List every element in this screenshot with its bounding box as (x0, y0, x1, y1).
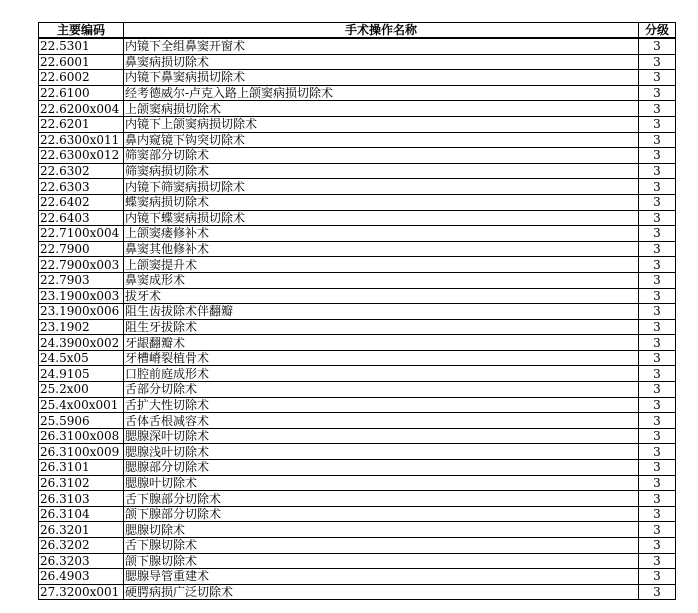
table-row (39, 413, 676, 429)
row-code: 26.3102 (39, 475, 124, 491)
row-grade: 3 (639, 413, 676, 429)
table-row (39, 382, 676, 398)
row-grade: 3 (639, 210, 676, 226)
row-grade: 3 (639, 132, 676, 148)
row-procedure-name: 阻生牙拔除术 (124, 319, 639, 335)
row-procedure-name: 上颌窦瘘修补术 (124, 226, 639, 242)
row-code: 25.5906 (39, 413, 124, 429)
row-procedure-name: 颌下腺切除术 (124, 553, 639, 569)
row-grade: 3 (639, 241, 676, 257)
row-grade: 3 (639, 350, 676, 366)
table-row (39, 366, 676, 382)
row-code: 22.7900x003 (39, 257, 124, 273)
table-row (39, 428, 676, 444)
row-procedure-name: 腮腺切除术 (124, 522, 639, 538)
row-grade: 3 (639, 85, 676, 101)
table-row (39, 210, 676, 226)
row-procedure-name: 舌体舌根减容术 (124, 413, 639, 429)
row-code: 22.6001 (39, 54, 124, 70)
row-grade: 3 (639, 382, 676, 398)
table-row (39, 179, 676, 195)
row-grade: 3 (639, 54, 676, 70)
table-row (39, 38, 676, 54)
row-grade: 3 (639, 163, 676, 179)
row-grade: 3 (639, 506, 676, 522)
row-grade: 3 (639, 428, 676, 444)
row-grade: 3 (639, 335, 676, 351)
table-row (39, 460, 676, 476)
table-row (39, 319, 676, 335)
row-code: 22.5301 (39, 38, 124, 54)
row-code: 22.7900 (39, 241, 124, 257)
row-procedure-name: 腮腺叶切除术 (124, 475, 639, 491)
row-code: 26.3203 (39, 553, 124, 569)
row-procedure-name: 内镜下上颌窦病损切除术 (124, 116, 639, 132)
table-row (39, 257, 676, 273)
row-code: 26.3104 (39, 506, 124, 522)
row-procedure-name: 蝶窦病损切除术 (124, 194, 639, 210)
row-code: 22.7903 (39, 272, 124, 288)
table-row (39, 272, 676, 288)
row-grade: 3 (639, 522, 676, 538)
row-procedure-name: 内镜下筛窦病损切除术 (124, 179, 639, 195)
table-row (39, 194, 676, 210)
table-row (39, 163, 676, 179)
row-code: 22.6200x004 (39, 101, 124, 117)
row-code: 23.1900x006 (39, 304, 124, 320)
row-grade: 3 (639, 116, 676, 132)
row-grade: 3 (639, 460, 676, 476)
row-grade: 3 (639, 444, 676, 460)
row-code: 26.3100x009 (39, 444, 124, 460)
row-grade: 3 (639, 538, 676, 554)
row-procedure-name: 口腔前庭成形术 (124, 366, 639, 382)
row-grade: 3 (639, 101, 676, 117)
row-code: 26.3103 (39, 491, 124, 507)
row-procedure-name: 鼻窦病损切除术 (124, 54, 639, 70)
row-code: 24.9105 (39, 366, 124, 382)
row-code: 23.1902 (39, 319, 124, 335)
row-code: 22.6201 (39, 116, 124, 132)
row-procedure-name: 筛窦病损切除术 (124, 163, 639, 179)
row-procedure-name: 硬腭病损广泛切除术 (124, 584, 639, 600)
row-grade: 3 (639, 553, 676, 569)
table-row (39, 569, 676, 585)
row-code: 26.3202 (39, 538, 124, 554)
row-grade: 3 (639, 491, 676, 507)
row-code: 22.6100 (39, 85, 124, 101)
table-row (39, 584, 676, 600)
row-grade: 3 (639, 70, 676, 86)
row-procedure-name: 阻生齿拔除术伴翻瓣 (124, 304, 639, 320)
row-code: 22.7100x004 (39, 226, 124, 242)
table-row (39, 101, 676, 117)
table-row (39, 444, 676, 460)
row-code: 25.4x00x001 (39, 397, 124, 413)
row-procedure-name: 牙槽嵴裂植骨术 (124, 350, 639, 366)
row-procedure-name: 腮腺部分切除术 (124, 460, 639, 476)
table-row (39, 241, 676, 257)
table-row (39, 148, 676, 164)
row-grade: 3 (639, 38, 676, 54)
row-code: 26.3101 (39, 460, 124, 476)
table-row (39, 538, 676, 554)
table-row (39, 506, 676, 522)
row-procedure-name: 舌扩大性切除术 (124, 397, 639, 413)
table-body (39, 38, 676, 600)
row-grade: 3 (639, 584, 676, 600)
table-row (39, 288, 676, 304)
row-grade: 3 (639, 475, 676, 491)
row-procedure-name: 上颌窦病损切除术 (124, 101, 639, 117)
row-grade: 3 (639, 272, 676, 288)
row-procedure-name: 舌下腺切除术 (124, 538, 639, 554)
row-code: 22.6300x011 (39, 132, 124, 148)
header-code: 主要编码 (39, 23, 124, 39)
row-code: 24.5x05 (39, 350, 124, 366)
row-grade: 3 (639, 569, 676, 585)
table-row (39, 116, 676, 132)
row-grade: 3 (639, 148, 676, 164)
row-code: 22.6403 (39, 210, 124, 226)
row-code: 22.6302 (39, 163, 124, 179)
table-row (39, 226, 676, 242)
header-grade: 分级 (639, 23, 676, 39)
row-procedure-name: 上颌窦提升术 (124, 257, 639, 273)
row-procedure-name: 腮腺导管重建术 (124, 569, 639, 585)
row-grade: 3 (639, 226, 676, 242)
row-procedure-name: 鼻内窥镜下钩突切除术 (124, 132, 639, 148)
header-procedure-name: 手术操作名称 (124, 23, 639, 39)
row-code: 23.1900x003 (39, 288, 124, 304)
table-row (39, 475, 676, 491)
procedure-table (38, 22, 676, 600)
row-code: 26.3100x008 (39, 428, 124, 444)
row-grade: 3 (639, 257, 676, 273)
row-code: 22.6402 (39, 194, 124, 210)
row-procedure-name: 内镜下蝶窦病损切除术 (124, 210, 639, 226)
row-procedure-name: 腮腺深叶切除术 (124, 428, 639, 444)
row-procedure-name: 内镜下全组鼻窦开窗术 (124, 38, 639, 54)
row-grade: 3 (639, 288, 676, 304)
row-grade: 3 (639, 319, 676, 335)
row-grade: 3 (639, 179, 676, 195)
row-grade: 3 (639, 397, 676, 413)
row-procedure-name: 颌下腺部分切除术 (124, 506, 639, 522)
row-procedure-name: 牙龈翻瓣术 (124, 335, 639, 351)
row-code: 27.3200x001 (39, 584, 124, 600)
row-code: 22.6002 (39, 70, 124, 86)
row-grade: 3 (639, 366, 676, 382)
row-procedure-name: 舌下腺部分切除术 (124, 491, 639, 507)
table-row (39, 304, 676, 320)
row-code: 24.3900x002 (39, 335, 124, 351)
row-code: 22.6300x012 (39, 148, 124, 164)
row-procedure-name: 内镜下鼻窦病损切除术 (124, 70, 639, 86)
table-row (39, 522, 676, 538)
table-row (39, 132, 676, 148)
row-code: 22.6303 (39, 179, 124, 195)
row-procedure-name: 舌部分切除术 (124, 382, 639, 398)
row-grade: 3 (639, 194, 676, 210)
row-procedure-name: 筛窦部分切除术 (124, 148, 639, 164)
table-row (39, 491, 676, 507)
table-row (39, 350, 676, 366)
row-code: 26.4903 (39, 569, 124, 585)
row-procedure-name: 拔牙术 (124, 288, 639, 304)
table-row (39, 54, 676, 70)
row-procedure-name: 鼻窦其他修补术 (124, 241, 639, 257)
row-procedure-name: 腮腺浅叶切除术 (124, 444, 639, 460)
row-grade: 3 (639, 304, 676, 320)
table-row (39, 397, 676, 413)
table-header-row (39, 23, 676, 39)
row-code: 25.2x00 (39, 382, 124, 398)
row-procedure-name: 鼻窦成形术 (124, 272, 639, 288)
row-procedure-name: 经考德威尔-卢克入路上颌窦病损切除术 (124, 85, 639, 101)
table-row (39, 553, 676, 569)
table-row (39, 335, 676, 351)
row-code: 26.3201 (39, 522, 124, 538)
table-row (39, 85, 676, 101)
table-row (39, 70, 676, 86)
